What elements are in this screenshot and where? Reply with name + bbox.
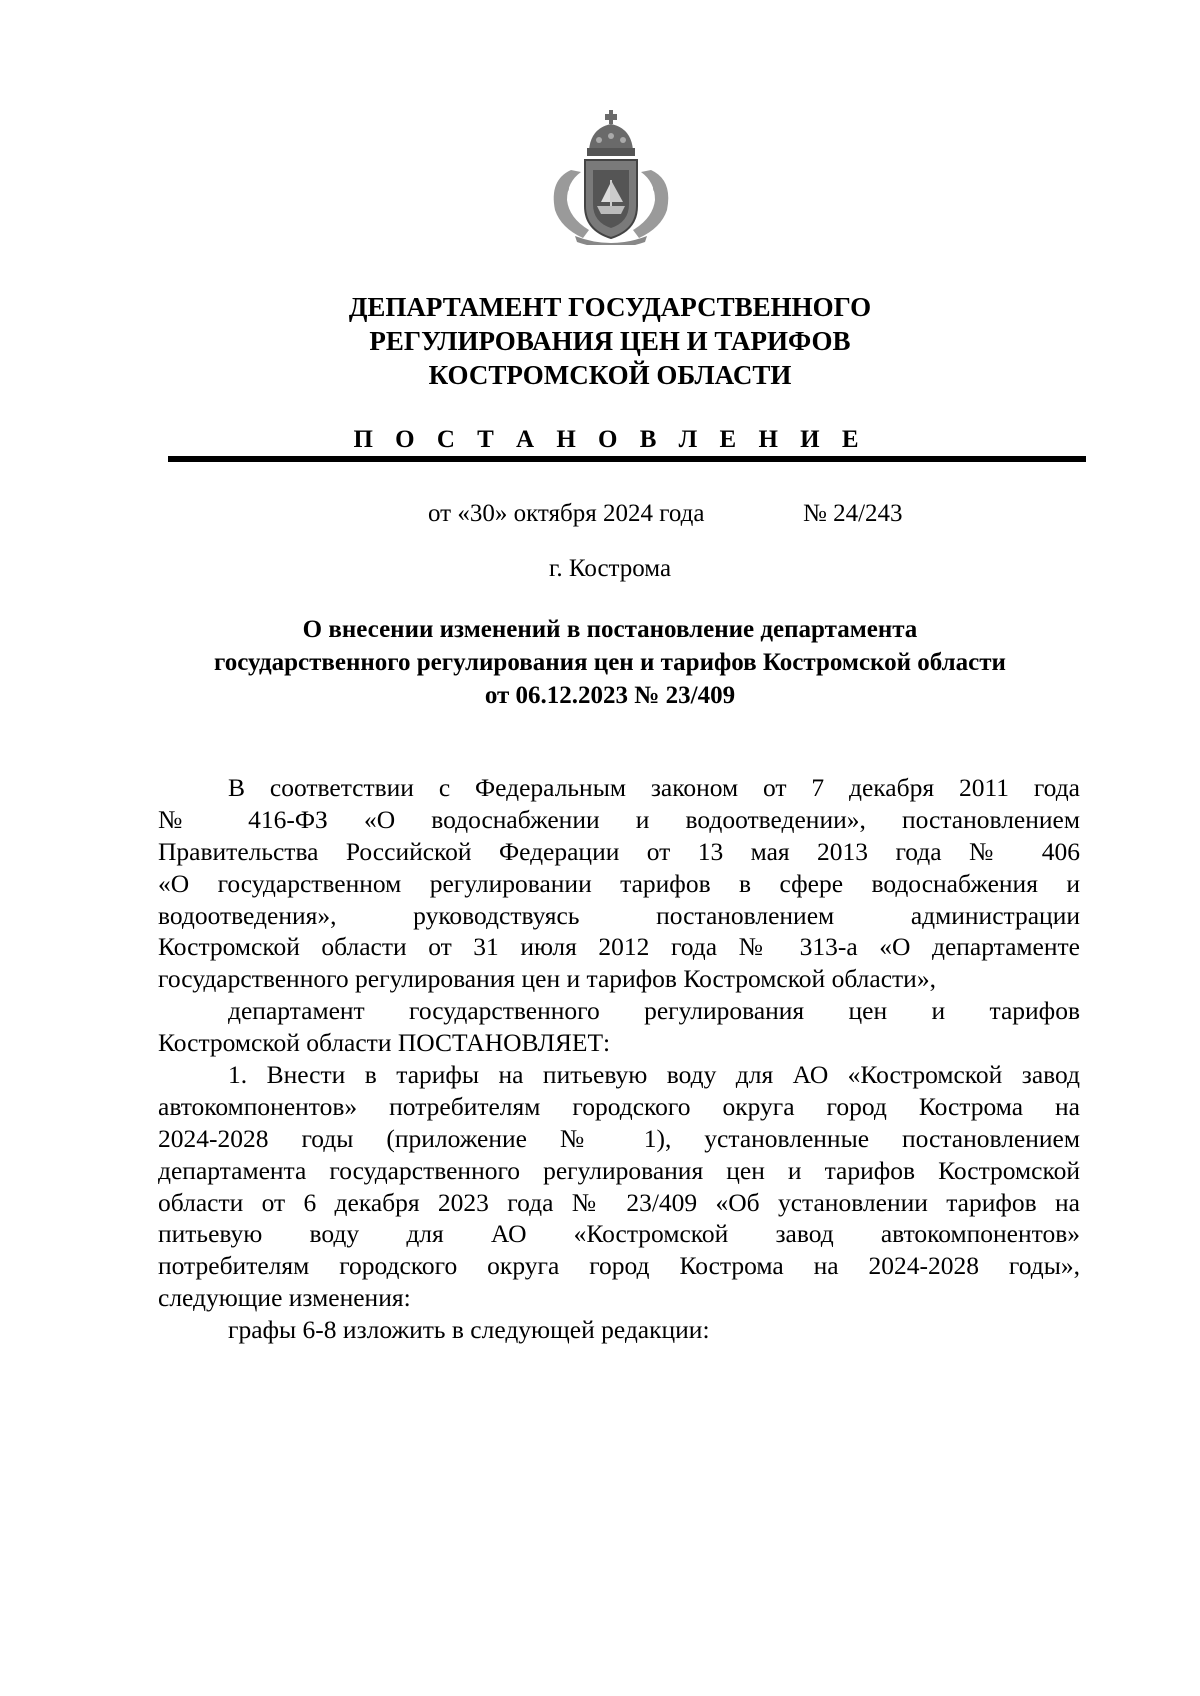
body-line: области от 6 декабря 2023 года № 23/409 «Об установлении тарифов на [158,1187,1080,1217]
coat-of-arms-icon [541,110,681,245]
body-line: Правительства Российской Федерации от 13 мая 2013 года № 406 [158,836,1080,866]
body-line: 1. Внести в тарифы на питьевую воду для АО «Костромской завод [228,1060,1080,1090]
body-line: департамента государственного регулирования цен и тарифов Костромской [158,1155,1080,1185]
body-line: автокомпонентов» потребителям городского округа город Кострома на [158,1091,1080,1121]
header-divider [168,456,1086,462]
document-subject [150,613,1070,712]
body-line: питьевую воду для АО «Костромской завод автокомпонентов» [158,1219,1080,1249]
body-line: «О государственном регулировании тарифов в сфере водоснабжения и [158,868,1080,898]
document-city: г. Кострома [548,555,672,582]
subject-line-2: государственного регулирования цен и тарифов Костромской области [214,649,1006,676]
document-date: от «30» октября 2024 года [428,500,705,527]
body-line: Костромской области от 31 июля 2012 года № 313-а «О департаменте [158,932,1080,962]
body-line: департамент государственного регулирования цен и тарифов [228,996,1080,1026]
body-line: Костромской области ПОСТАНОВЛЯЕТ: [158,1028,611,1058]
department-name [150,290,1070,392]
body-line: 2024-2028 годы (приложение № 1), установленные постановлением [158,1123,1080,1153]
body-line: № 416-ФЗ «О водоснабжении и водоотведении», постановлением [158,804,1080,834]
body-line: государственного регулирования цен и тарифов Костромской области», [158,964,936,994]
subject-line-3: от 06.12.2023 № 23/409 [484,682,736,709]
body-line: В соответствии с Федеральным законом от 7 декабря 2011 года [228,773,1080,802]
subject-line-1: О внесении изменений в постановление департамента [302,616,918,643]
body-line: потребителям городского округа город Кострома на 2024-2028 годы», [158,1251,1080,1281]
department-line-2: РЕГУЛИРОВАНИЯ ЦЕН И ТАРИФОВ [369,326,851,356]
body-line: следующие изменения: [158,1283,411,1313]
body-line: графы 6-8 изложить в следующей редакции: [228,1315,710,1345]
department-line-1: ДЕПАРТАМЕНТ ГОСУДАРСТВЕННОГО [348,292,872,322]
document-number: № 24/243 [803,500,903,527]
document-body [158,772,1080,1346]
department-line-3: КОСТРОМСКОЙ ОБЛАСТИ [428,360,792,390]
document-type-title: П О С Т А Н О В Л Е Н И Е [353,426,867,453]
body-line: водоотведения», руководствуясь постановлением администрации [158,900,1080,930]
